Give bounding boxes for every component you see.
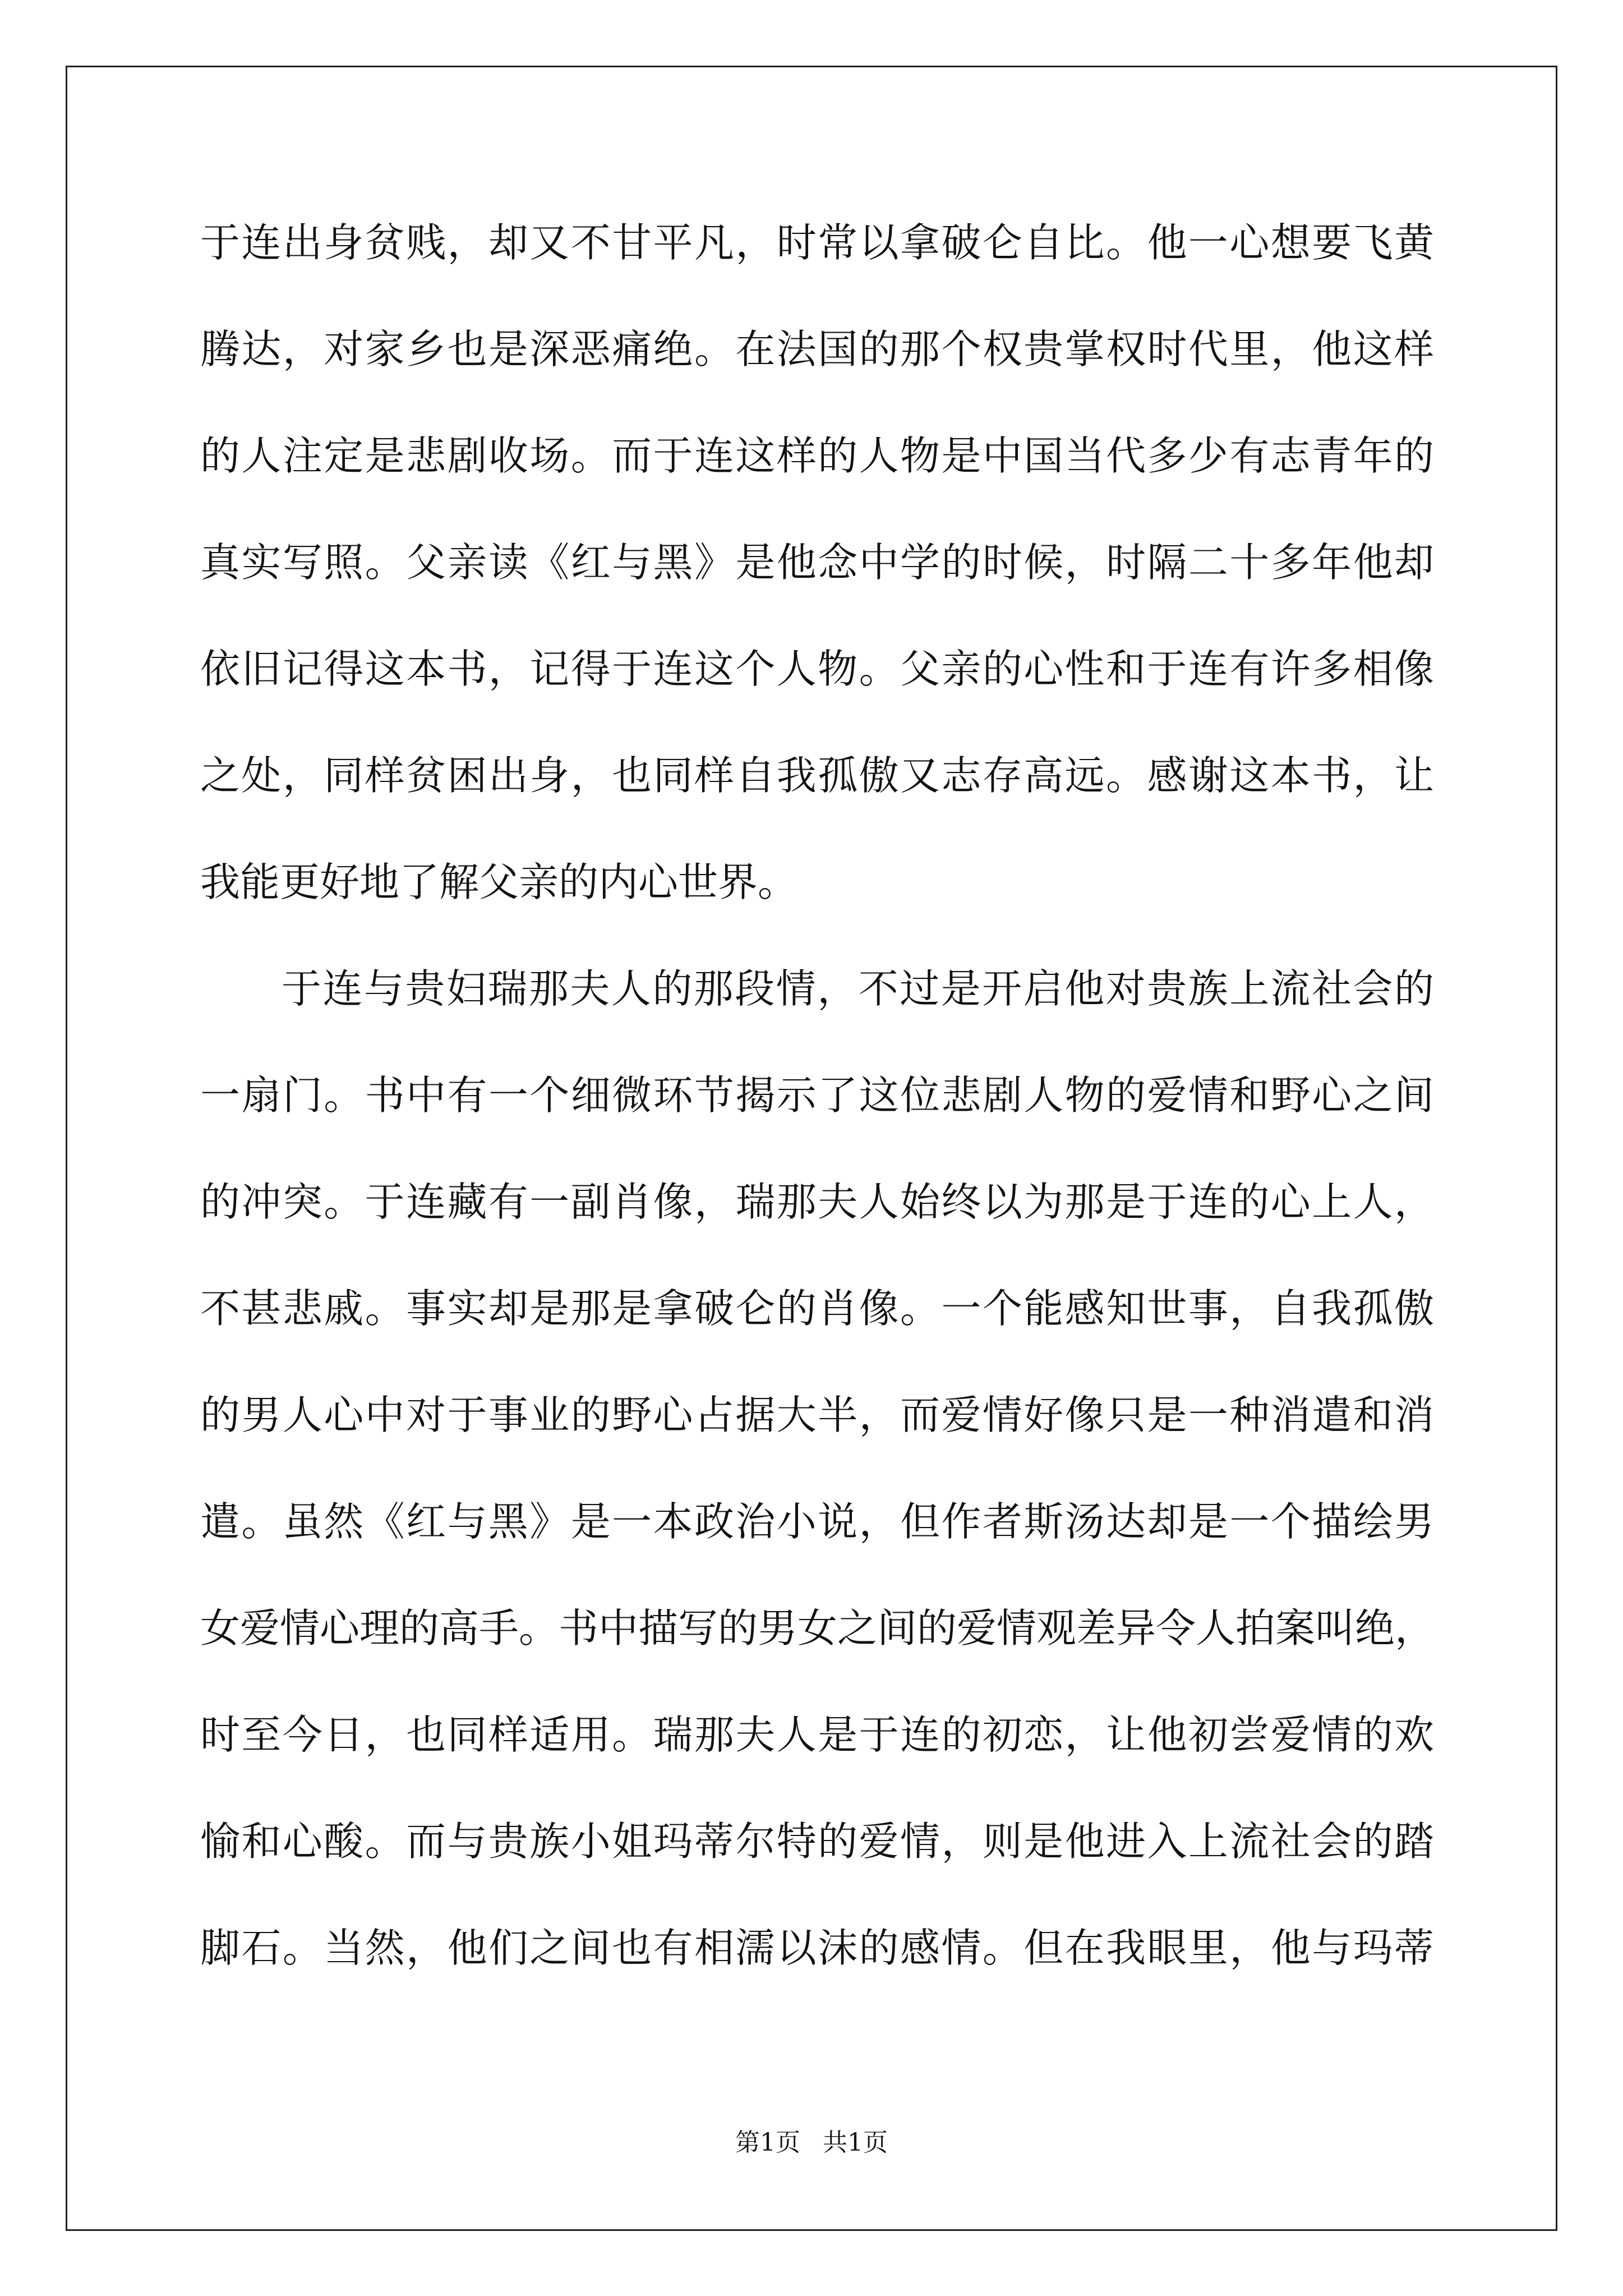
text-line-5: 依旧记得这本书，记得于连这个人物。父亲的心性和于连有许多相像 [200,646,1434,692]
page-number: 第1页 [735,2128,800,2157]
text-line-2: 腾达，对家乡也是深恶痛绝。在法国的那个权贵掌权时代里，他这样 [200,326,1434,372]
page-total: 共1页 [823,2128,888,2157]
text-line-10: 的冲突。于连藏有一副肖像，瑞那夫人始终以为那是于连的心上人， [200,1179,1434,1225]
text-line-1: 于连出身贫贱，却又不甘平凡，时常以拿破仑自比。他一心想要飞黄 [200,219,1434,266]
text-line-16: 愉和心酸。而与贵族小姐玛蒂尔特的爱情，则是他进入上流社会的踏 [200,1818,1434,1865]
text-line-13: 遣。虽然《红与黑》是一本政治小说，但作者斯汤达却是一个描绘男 [200,1498,1434,1545]
text-line-9: 一扇门。书中有一个细微环节揭示了这位悲剧人物的爱情和野心之间 [200,1072,1434,1119]
page-footer [0,2126,1623,2160]
text-line-14: 女爱情心理的高手。书中描写的男女之间的爱情观差异令人拍案叫绝， [200,1605,1435,1651]
text-line-3: 的人注定是悲剧收场。而于连这样的人物是中国当代多少有志青年的 [200,432,1434,479]
text-line-6: 之处，同样贫困出身，也同样自我孤傲又志存高远。感谢这本书，让 [200,752,1434,799]
text-line-15: 时至今日，也同样适用。瑞那夫人是于连的初恋，让他初尝爱情的欢 [200,1711,1434,1758]
text-line-12: 的男人心中对于事业的野心占据大半，而爱情好像只是一种消遣和消 [200,1392,1434,1438]
text-line-11: 不甚悲戚。事实却是那是拿破仑的肖像。一个能感知世事，自我孤傲 [200,1285,1434,1332]
text-line-4: 真实写照。父亲读《红与黑》是他念中学的时候，时隔二十多年他却 [200,539,1434,586]
text-line-7: 我能更好地了解父亲的内心世界。 [200,859,798,905]
page-border [66,66,1557,2231]
text-line-8: 于连与贵妇瑞那夫人的那段情，不过是开启他对贵族上流社会的 [282,965,1434,1012]
text-line-17: 脚石。当然，他们之间也有相濡以沫的感情。但在我眼里，他与玛蒂 [200,1925,1434,1971]
